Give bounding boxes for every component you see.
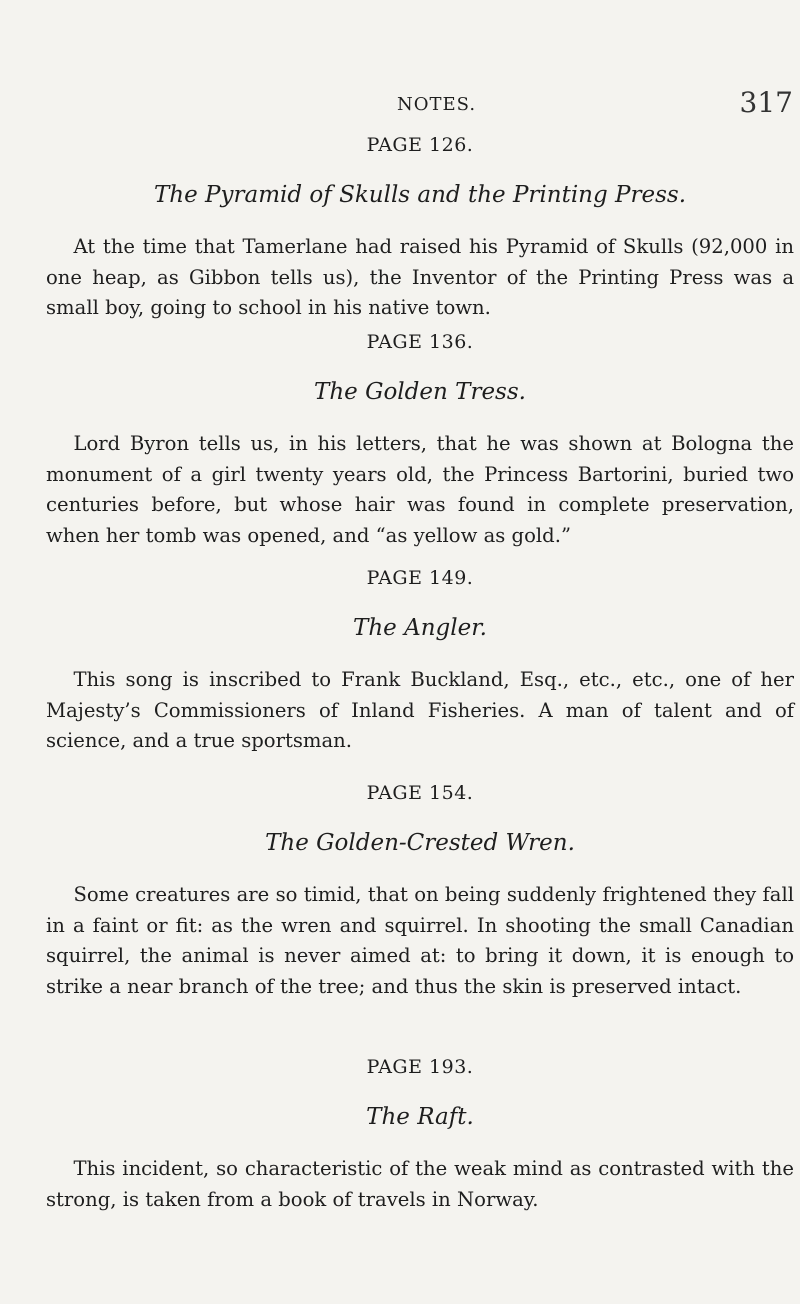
note-body: Lord Byron tells us, in his letters, that he was shown at Bologna the monument of a girl twenty years old, the Princess Bartorini, buried two centuries before, but whose hair was found in complete preservation, when her tomb was opened, and “as yellow as gold.” xyxy=(46,432,794,547)
note-page-ref: PAGE 126. xyxy=(366,134,474,156)
note-title: The Raft. xyxy=(366,1104,474,1130)
note-title: The Pyramid of Skulls and the Printing Press. xyxy=(153,182,687,208)
note-body: This song is inscribed to Frank Buckland, Esq., etc., etc., one of her Majesty’s Commissioners of Inland Fisheries. A man of talent and of science, and a true sportsman. xyxy=(46,668,794,752)
note-entry xyxy=(46,327,794,551)
note-title: The Golden-Crested Wren. xyxy=(265,830,575,856)
header-title: NOTES. xyxy=(397,94,477,115)
note-body: This incident, so characteristic of the weak mind as contrasted with the strong, is taken from a book of travels in Norway. xyxy=(46,1157,794,1211)
note-page-ref: PAGE 154. xyxy=(366,782,474,804)
note-page-ref: PAGE 193. xyxy=(366,1056,474,1078)
note-page-ref: PAGE 136. xyxy=(366,331,474,353)
note-entry xyxy=(46,130,794,324)
note-page-ref: PAGE 149. xyxy=(366,567,474,589)
note-title: The Angler. xyxy=(353,615,487,641)
page-number: 317 xyxy=(739,86,793,119)
note-entry xyxy=(46,778,794,1002)
note-title: The Golden Tress. xyxy=(314,379,526,405)
running-header xyxy=(380,86,793,126)
note-body: At the time that Tamerlane had raised his Pyramid of Skulls (92,000 in one heap, as Gibbon tells us), the Inventor of the Printing Press was a small boy, going to school in his native town. xyxy=(46,235,794,319)
note-entry xyxy=(46,1052,794,1215)
note-body: Some creatures are so timid, that on being suddenly frightened they fall in a faint or fit: as the wren and squirrel. In shooting the small Canadian squirrel, the animal is never aimed at: to bring it down, it is enough to strike a near branch of the tree; and thus the skin is preserved intact. xyxy=(46,883,794,998)
note-entry xyxy=(46,563,794,757)
